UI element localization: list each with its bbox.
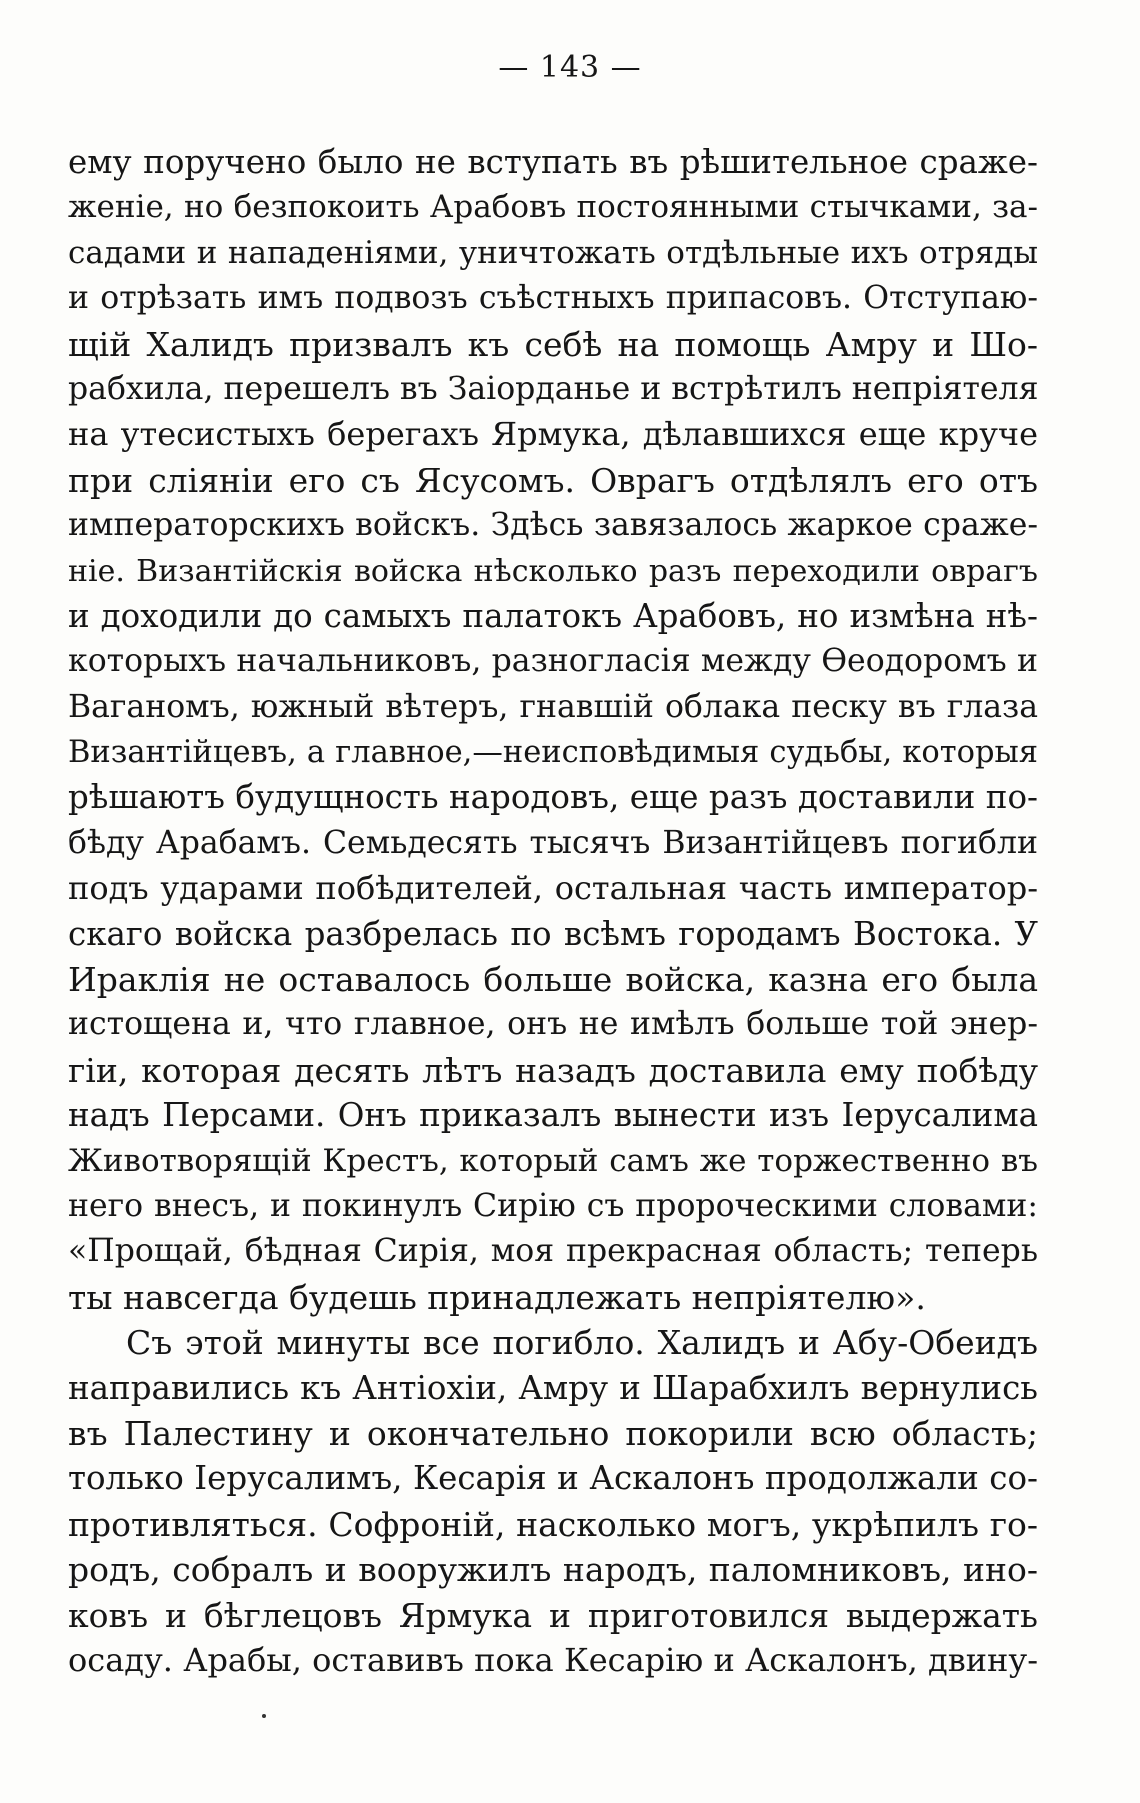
text-line: рѣшаютъ будущность народовъ, еще разъ доставили по- [68, 778, 1038, 817]
text-line: ковъ и бѣглецовъ Ярмука и приготовился выдержать [68, 1595, 1038, 1635]
page-number: — 143 — [498, 50, 642, 85]
text-line: надъ Персами. Онъ приказалъ вынести изъ Іерусалима [68, 1096, 1038, 1135]
text-line: Ваганомъ, южный вѣтеръ, гнавшій облака песку въ глаза [68, 688, 1038, 725]
text-line: щій Халидъ призвалъ къ себѣ на помощь Амру и Шо- [68, 324, 1038, 364]
text-line: «Прощай, бѣдная Сирія, моя прекрасная область; теперь [68, 1233, 1038, 1270]
text-line: ніе. Византійскія войска нѣсколько разъ переходили оврагъ [68, 553, 1038, 589]
text-line: только Іерусалимъ, Кесарія и Аскалонъ продолжали со- [68, 1459, 1038, 1498]
text-line: противляться. Софроній, насколько могъ, укрѣпилъ го- [68, 1504, 1038, 1544]
body-text [68, 140, 1038, 1683]
text-line: осаду. Арабы, оставивъ пока Кесарію и Аскалонъ, двину- [68, 1640, 1038, 1679]
text-line: скаго войска разбрелась по всѣмъ городамъ Востока. У [68, 914, 1038, 953]
text-line: него внесъ, и покинулъ Сирію съ пророческими словами: [68, 1187, 1038, 1224]
text-line: которыхъ начальниковъ, разногласія между Ѳеодоромъ и [68, 643, 1038, 680]
text-line: родъ, собралъ и вооружилъ народъ, паломниковъ, ино- [68, 1550, 1038, 1590]
text-line: женіе, но безпокоить Арабовъ постоянными стычками, за- [68, 189, 1038, 226]
text-line: подъ ударами побѣдителей, остальная часть император- [68, 869, 1038, 908]
text-line: при сліяніи его съ Ясусомъ. Оврагъ отдѣлялъ его отъ [68, 460, 1038, 500]
text-line: Византійцевъ, а главное,—неисповѣдимыя судьбы, которыя [68, 735, 1038, 771]
text-line: на утесистыхъ берегахъ Ярмука, дѣлавшихся еще круче [68, 415, 1038, 454]
text-line: Ираклія не оставалось больше войска, казна его была [68, 960, 1038, 1000]
text-line: императорскихъ войскъ. Здѣсь завязалось жаркое сраже- [68, 507, 1038, 544]
ink-speck [262, 1714, 266, 1718]
paragraph-end-line: ты навсегда будешь принадлежать непріятелю». [68, 1277, 926, 1317]
paragraph-start-line: Съ этой минуты все погибло. Халидъ и Абу-Обеидъ [126, 1323, 1038, 1363]
text-line: ему поручено было не вступать въ рѣшительное сраже- [68, 143, 1038, 181]
text-line: садами и нападеніями, уничтожать отдѣльные ихъ отряды [68, 234, 1038, 271]
text-line: и отрѣзать имъ подвозъ съѣстныхъ припасовъ. Отступаю- [68, 280, 1038, 317]
text-line: и доходили до самыхъ палатокъ Арабовъ, но измѣна нѣ- [68, 596, 1038, 635]
text-line: Животворящій Крестъ, который самъ же торжественно въ [68, 1142, 1038, 1179]
text-line: гіи, которая десять лѣтъ назадъ доставила ему побѣду [68, 1050, 1038, 1090]
text-line: истощена и, что главное, онъ не имѣлъ больше той энер- [68, 1006, 1038, 1043]
text-line: рабхила, перешелъ въ Заіорданье и встрѣтилъ непріятеля [68, 370, 1039, 407]
text-line: бѣду Арабамъ. Семьдесять тысячъ Византійцевъ погибли [68, 824, 1038, 861]
text-line: направились къ Антіохіи, Амру и Шарабхилъ вернулись [68, 1368, 1038, 1407]
text-line: въ Палестину и окончательно покорили всю область; [68, 1413, 1038, 1453]
